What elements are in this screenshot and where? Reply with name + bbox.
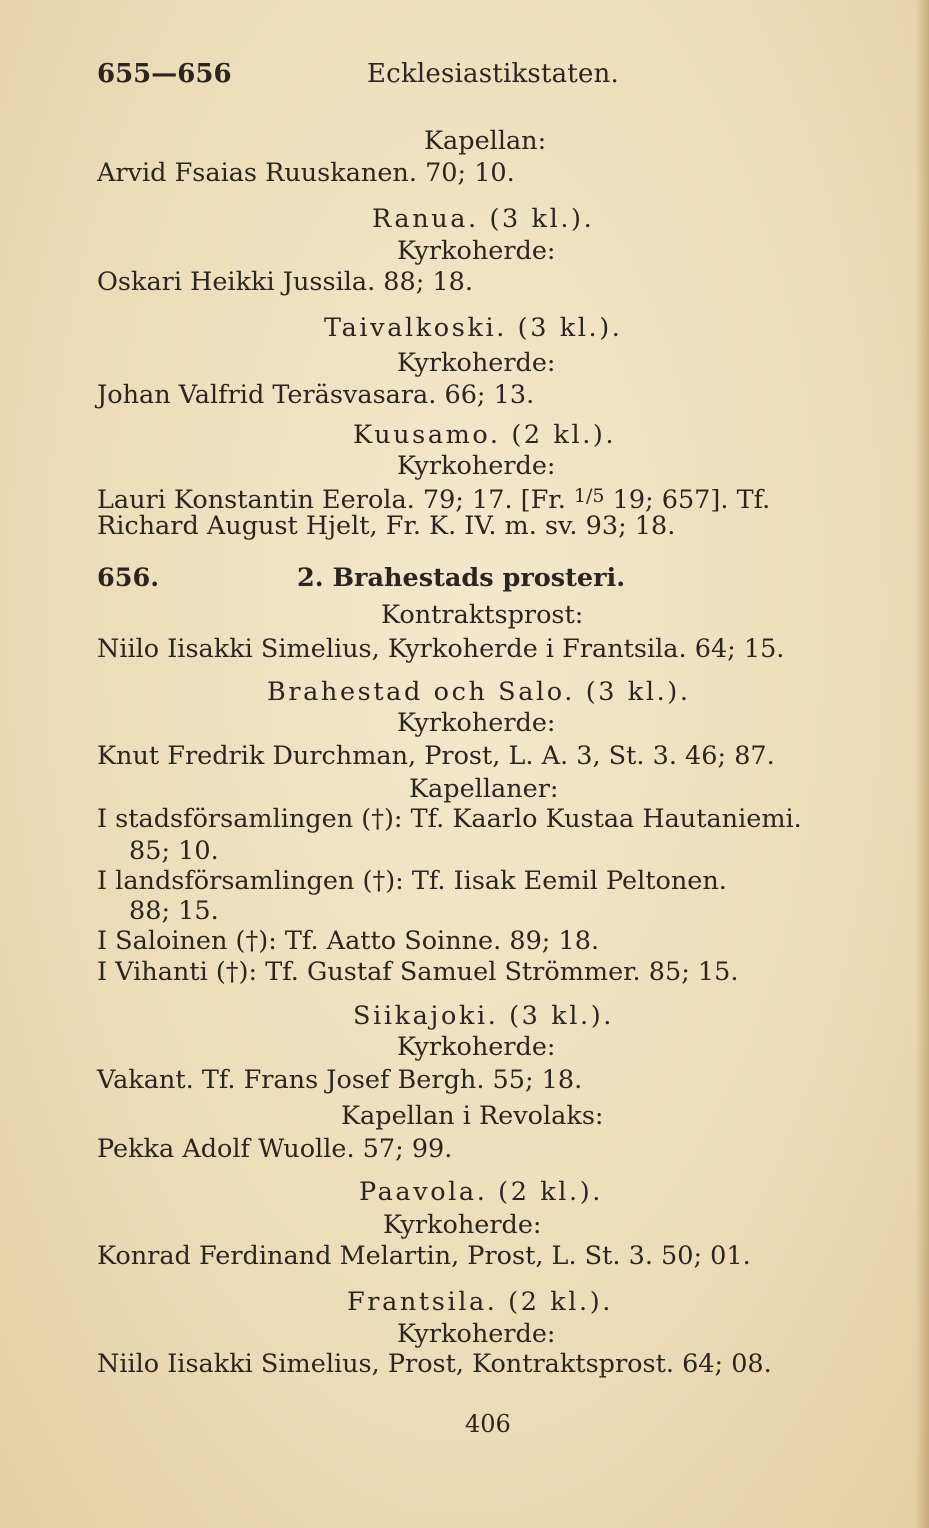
- parish-heading: Paavola. (2 kl.).: [359, 1177, 603, 1207]
- header-page-range: 655—656: [97, 59, 232, 89]
- entry-line: I Vihanti (†): Tf. Gustaf Samuel Strömmer. 85; 15.: [97, 957, 739, 987]
- role-heading: Kapellaner:: [409, 774, 559, 804]
- entry-line: 88; 15.: [129, 896, 219, 926]
- section-title: 2. Brahestads prosteri.: [297, 563, 626, 593]
- fraction: 1/5: [573, 485, 605, 507]
- entry-line: Arvid Fsaias Ruuskanen. 70; 10.: [97, 158, 515, 188]
- section-number: 656.: [97, 563, 160, 593]
- page-edge-shadow: [915, 0, 929, 1528]
- entry-line: I Saloinen (†): Tf. Aatto Soinne. 89; 18.: [97, 926, 600, 956]
- role-heading: Kapellan:: [424, 126, 547, 156]
- role-heading: Kyrkoherde:: [397, 1032, 556, 1062]
- role-heading: Kyrkoherde:: [397, 1319, 556, 1349]
- parish-heading: Ranua. (3 kl.).: [372, 204, 595, 234]
- entry-text: 19; 657]. Tf.: [604, 485, 771, 515]
- role-heading: Kontraktsprost:: [381, 600, 584, 630]
- parish-heading: Siikajoki. (3 kl.).: [353, 1001, 614, 1031]
- entry-line: Pekka Adolf Wuolle. 57; 99.: [97, 1134, 453, 1164]
- entry-line: I stadsförsamlingen (†): Tf. Kaarlo Kustaa Hautaniemi.: [97, 804, 802, 834]
- entry-line: Niilo Iisakki Simelius, Kyrkoherde i Frantsila. 64; 15.: [97, 634, 785, 664]
- role-heading: Kapellan i Revolaks:: [341, 1101, 604, 1131]
- running-title: Ecklesiastikstaten.: [367, 59, 619, 89]
- role-heading: Kyrkoherde:: [383, 1210, 542, 1240]
- parish-heading: Frantsila. (2 kl.).: [347, 1287, 614, 1317]
- entry-line: Niilo Iisakki Simelius, Prost, Kontraktsprost. 64; 08.: [97, 1349, 772, 1379]
- entry-line: Konrad Ferdinand Melartin, Prost, L. St. 3. 50; 01.: [97, 1241, 751, 1271]
- entry-line: Oskari Heikki Jussila. 88; 18.: [97, 267, 473, 297]
- role-heading: Kyrkoherde:: [397, 708, 556, 738]
- role-heading: Kyrkoherde:: [397, 236, 556, 266]
- entry-line: [97, 481, 770, 515]
- page-number: 406: [465, 1410, 511, 1438]
- parish-heading: Taivalkoski. (3 kl.).: [324, 313, 623, 343]
- parish-heading: Kuusamo. (2 kl.).: [353, 420, 617, 450]
- entry-line: Knut Fredrik Durchman, Prost, L. A. 3, St. 3. 46; 87.: [97, 741, 775, 771]
- role-heading: Kyrkoherde:: [397, 451, 556, 481]
- entry-line: 85; 10.: [129, 836, 219, 866]
- entry-line: Vakant. Tf. Frans Josef Bergh. 55; 18.: [97, 1065, 583, 1095]
- parish-heading: Brahestad och Salo. (3 kl.).: [267, 677, 691, 707]
- entry-text: Lauri Konstantin Eerola. 79; 17. [Fr.: [97, 485, 574, 515]
- entry-line: Johan Valfrid Teräsvasara. 66; 13.: [97, 380, 535, 410]
- role-heading: Kyrkoherde:: [397, 348, 556, 378]
- entry-line: Richard August Hjelt, Fr. K. IV. m. sv. 93; 18.: [97, 511, 676, 541]
- entry-line: I landsförsamlingen (†): Tf. Iisak Eemil Peltonen.: [97, 866, 727, 896]
